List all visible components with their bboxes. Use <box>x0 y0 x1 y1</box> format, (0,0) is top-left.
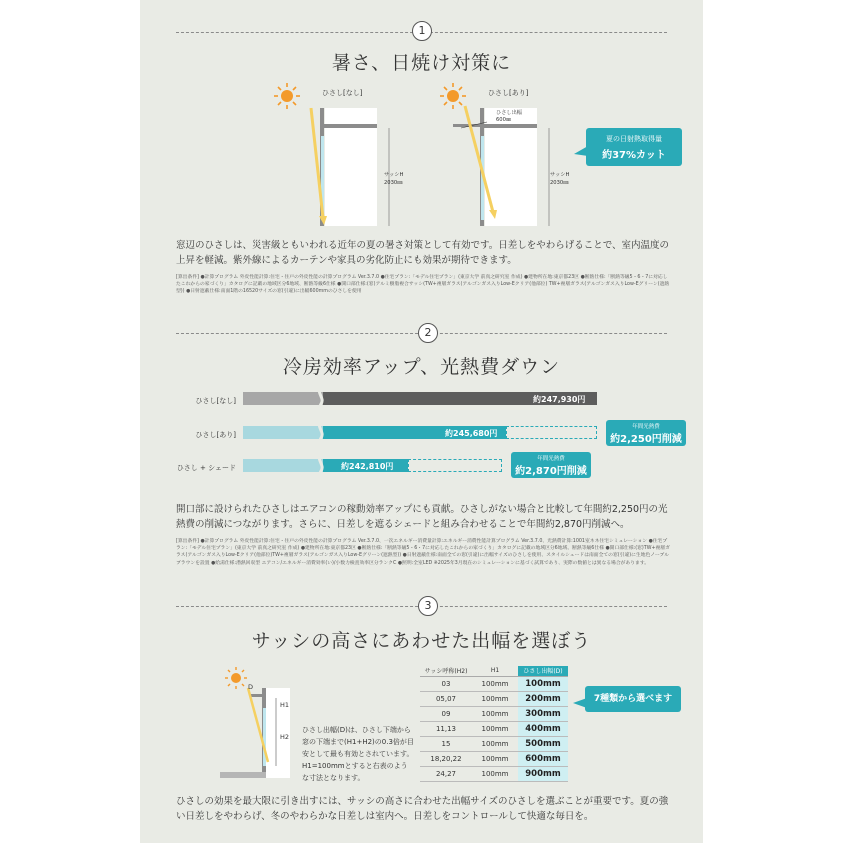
bar-shade-saving-outline <box>408 459 502 472</box>
bar-with-left <box>243 426 323 439</box>
section3-body: ひさしの効果を最大限に引き出すには、サッシの高さに合わせた出幅サイズのひさしを選ぶことが重要です。夏の強い日差しをやわらげ、冬のやわらかな日差しは室内へ。日差しをコントロールして快適な毎日を。 <box>176 796 669 822</box>
sash-h-value-1: 2030㎜ <box>384 180 403 186</box>
table-row <box>420 766 568 781</box>
table-row <box>420 736 568 751</box>
section2-title: 冷房効率アップ、光熱費ダウン <box>282 356 561 378</box>
bar-with-saving-outline <box>506 426 597 439</box>
heat-reduction-callout <box>586 128 682 166</box>
section1-conditions: [算出条件] ●計算プログラム 外皮性能計算:住宅・住戸の外皮性能の計算プログラム Ver.3.7.0 ●住宅プラン:「モデル住宅プラン」(東京大学 前真之研究室 作成) ●建物所在地:東京都23区 ●断熱仕様:「断熱等級5・6・7に対応したこれからの家づくり」カタログに記載の地域区分6地域、断熱等級6仕様 ●開口部仕様:(窓)アルミ樹脂複合サッシ(TW+複層ガラス(アルゴンガス入りLow-Eクリア(他部位) TW+複層ガラス(アルゴンガス入りLow-Eグリーン(遮熱型)) ●日射遮蔽仕様:南面1階の16520サイズの窓(引違)に出幅600mmのひさしを使用 <box>176 275 670 295</box>
table-row <box>420 751 568 766</box>
callout-line2: 約37%カット <box>602 150 666 161</box>
page <box>140 0 703 843</box>
table-cell: 100mm <box>518 676 568 691</box>
table-cell: 300mm <box>518 706 568 721</box>
bar-label-with-shade: ひさし + シェード <box>176 464 236 472</box>
sun-icon <box>225 667 247 689</box>
table-cell: 100mm <box>472 691 518 706</box>
bar-value-with-shade: 約242,810円 <box>341 462 394 471</box>
saving-callout-shade <box>511 452 591 478</box>
diagram-with-eave <box>435 80 575 230</box>
axis-break-icon <box>315 455 329 477</box>
callout-pointer <box>574 146 588 156</box>
table-cell: 100mm <box>472 766 518 781</box>
table-header-projection: ひさし出幅(D) <box>518 666 568 676</box>
section2-conditions: [算出条件] ●計算プログラム 外皮性能計算:住宅・住戸の外皮性能の計算プログラム Ver.3.7.0、一次エネルギー消費量計算:エネルギー消費性能計算プログラム Ver.3.7.0、光熱費計算:1001室ネネ住宅シミュレーション ●住宅プラン:「モデル住宅プラン」(東京大学 前真之研究室 作成) ●建物所在地:東京都23区 ●断熱仕様:「断熱等級5・6・7に対応したこれからの家づくり」カタログに記載の地域区分6地域、断熱等級6仕様 ●開口部仕様:(窓)TW+複層ガラス(アルゴンガス入りLow-Eクリア(他部位)TW+複層ガラス(アルゴンガス入りLow-Eグリーン(遮熱型)) ●日射遮蔽仕様:南面全ての窓(引違)に出幅サイズのひさしを使用、スタイルシェードは南面全ての窓(引違)に生地色ノーブルブラウンを設置 ●給湯仕様:潜熱回収型 エアコン/エネルギー消費効率(い)/小数力検査効率区分ランクC ●照明:全室LED ※2025年3月現在のシミュレーションに基づく試算であり、実際の数値とは異なる場合があります。 <box>176 539 670 566</box>
table-cell: 100mm <box>472 706 518 721</box>
section1-title: 暑さ、日焼け対策に <box>331 52 512 74</box>
table-cell: 05,07 <box>420 691 472 706</box>
section1-number: 1 <box>412 21 432 41</box>
projection-diagram <box>218 664 298 784</box>
bar-without-left <box>243 392 323 405</box>
diagram-h1: H1 <box>280 701 290 709</box>
callout-pointer <box>573 698 587 708</box>
saving-title-with: 年間光熱費 <box>632 424 660 430</box>
axis-break-icon <box>315 422 329 444</box>
callout-line1: 夏の日射熱取得量 <box>606 135 662 143</box>
saving-value-with: 約2,250円削減 <box>610 434 682 445</box>
seven-types-callout: 7種類から選べます <box>585 686 681 712</box>
diagram-d: D <box>248 683 254 691</box>
saving-callout-with <box>606 420 686 446</box>
projection-table <box>420 666 568 782</box>
section2-number: 2 <box>418 323 438 343</box>
table-cell: 15 <box>420 736 472 751</box>
table-row <box>420 706 568 721</box>
table-cell: 600mm <box>518 751 568 766</box>
saving-title-shade: 年間光熱費 <box>537 456 565 462</box>
diagram-explanation: ひさし出幅(D)は、ひさし下端から窓の下端まで(H1+H2)の0.3倍が目安として最も有効とされています。H1=100mmとすると右表のような寸法となります。 <box>302 726 414 782</box>
bar-label-without: ひさし[なし] <box>195 397 236 405</box>
table-cell: 18,20,22 <box>420 751 472 766</box>
table-header-h1: H1 <box>472 666 518 676</box>
section3-number: 3 <box>418 596 438 616</box>
table-cell: 200mm <box>518 691 568 706</box>
saving-value-shade: 約2,870円削減 <box>515 466 587 477</box>
diagram-h2: H2 <box>280 733 290 741</box>
table-cell: 03 <box>420 676 472 691</box>
label-without-eave: ひさし[なし] <box>322 89 363 97</box>
table-cell: 100mm <box>472 751 518 766</box>
bar-label-with: ひさし[あり] <box>195 431 236 439</box>
table-cell: 900mm <box>518 766 568 781</box>
table-cell: 24,27 <box>420 766 472 781</box>
bar-shade-left <box>243 459 323 472</box>
projection-label: ひさし出幅 <box>496 110 522 116</box>
table-header-sash: サッシ呼称(H2) <box>420 666 472 676</box>
label-with-eave: ひさし[あり] <box>488 89 529 97</box>
bar-value-with: 約245,680円 <box>445 429 498 438</box>
table-cell: 09 <box>420 706 472 721</box>
table-cell: 400mm <box>518 721 568 736</box>
sun-icon <box>274 83 300 109</box>
table-row <box>420 676 568 691</box>
sash-h-label-1: サッシH <box>384 172 404 178</box>
table-row <box>420 721 568 736</box>
table-row <box>420 691 568 706</box>
sash-h-value-2: 2030㎜ <box>550 180 569 186</box>
projection-value: 600㎜ <box>496 117 512 123</box>
table-cell: 100mm <box>472 721 518 736</box>
table-cell: 100mm <box>472 676 518 691</box>
table-cell: 11,13 <box>420 721 472 736</box>
section2-body: 開口部に設けられたひさしはエアコンの稼動効率アップにも貢献。ひさしがない場合と比較して年間約2,250円の光熱費の削減につながります。さらに、日差しを遮るシェードと組み合わせることで年間約2,870円削減へ。 <box>176 504 668 530</box>
sash-h-label-2: サッシH <box>550 172 570 178</box>
diagram-without-eave <box>265 80 405 230</box>
section3-title: サッシの高さにあわせた出幅を選ぼう <box>251 630 592 652</box>
section1-body: 窓辺のひさしは、災害級ともいわれる近年の夏の暑さ対策として有効です。日差しをやわらげることで、室内温度の上昇を軽減。紫外線によるカーテンや家具の劣化防止にも効果が期待できます。 <box>176 240 670 266</box>
table-cell: 500mm <box>518 736 568 751</box>
axis-break-icon <box>315 388 329 410</box>
bar-value-without: 約247,930円 <box>533 395 586 404</box>
sun-icon <box>440 83 466 109</box>
table-cell: 100mm <box>472 736 518 751</box>
